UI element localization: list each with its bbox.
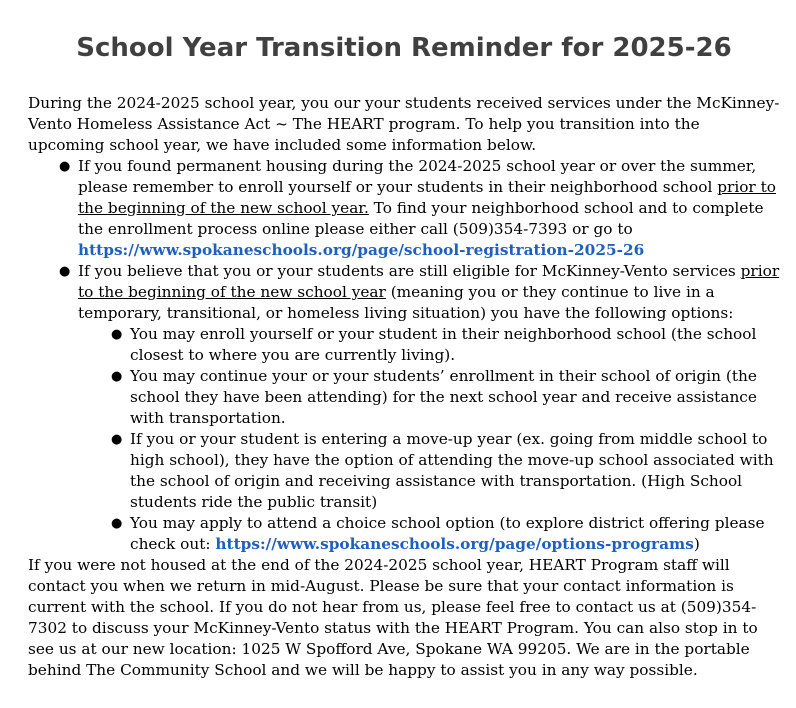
registration-link[interactable]: https://www.spokaneschools.org/page/school-registration-2025-26 (78, 241, 645, 259)
option-item-choice-school (78, 513, 780, 555)
options-list (78, 324, 780, 555)
bullet-icon: ● (111, 516, 123, 531)
bullet1-underlined: prior to the beginning of the new school year. (78, 178, 776, 217)
list-item-permanent-housing (28, 156, 780, 261)
intro-paragraph: During the 2024-2025 school year, you our your students received services under the McKinney-Vento Homeless Assistance Act ~ The HEART program. To help you transition into the upcoming school year, we have included some information below. (28, 94, 780, 154)
bullet-icon: ● (111, 369, 123, 384)
bullet-icon: ● (59, 264, 71, 279)
bullet2-text-b: (meaning you or they continue to live in a temporary, transitional, or homeless living situation) you have the following options: (78, 283, 734, 322)
bullet-icon: ● (111, 432, 123, 447)
bullet2-underlined: prior to the beginning of the new school year (78, 262, 780, 301)
option-item (78, 429, 780, 513)
option-text: You may apply to attend a choice school option (to explore district offering please check out: (130, 514, 765, 553)
list-item-still-eligible (28, 261, 780, 555)
option-text: If you or your student is entering a move-up year (ex. going from middle school to high school), they have the option of attending the move-up school associated with the school of origin and receiving assistance with transportation. (High School students ride the public transit) (130, 430, 774, 511)
bullet-icon: ● (59, 159, 71, 174)
main-list (28, 156, 780, 555)
option-item (78, 324, 780, 366)
bullet-icon: ● (111, 327, 123, 342)
option-text: You may continue your or your students’ enrollment in their school of origin (the school they have been attending) for the next school year and receive assistance with transportation. (130, 367, 757, 427)
document-page (28, 0, 780, 681)
option-text: You may enroll yourself or your student in their neighborhood school (the school closest to where you are currently living). (130, 325, 757, 364)
bullet2-text-a: If you believe that you or your students are still eligible for McKinney-Vento services (78, 262, 741, 280)
options-programs-link[interactable]: https://www.spokaneschools.org/page/options-programs (215, 535, 694, 553)
bullet1-text-b: To find your neighborhood school and to complete the enrollment process online please either call (509)354-7393 or go to (78, 199, 764, 238)
option-close-paren: ) (693, 535, 700, 553)
page-title: School Year Transition Reminder for 2025-26 (76, 33, 732, 63)
option-item (78, 366, 780, 429)
bullet1-text-a: If you found permanent housing during the 2024-2025 school year or over the summer, please remember to enroll yourself or your students in their neighborhood school (78, 157, 757, 196)
closing-paragraph: If you were not housed at the end of the 2024-2025 school year, HEART Program staff will contact you when we return in mid-August. Please be sure that your contact information is current with the school. If you do not hear from us, please feel free to contact us at (509)354-7302 to discuss your McKinney-Vento status with the HEART Program. You can also stop in to see us at our new location: 1025 W Spofford Ave, Spokane WA 99205. We are in the portable behind The Community School and we will be happy to assist you in any way possible. (28, 556, 758, 679)
